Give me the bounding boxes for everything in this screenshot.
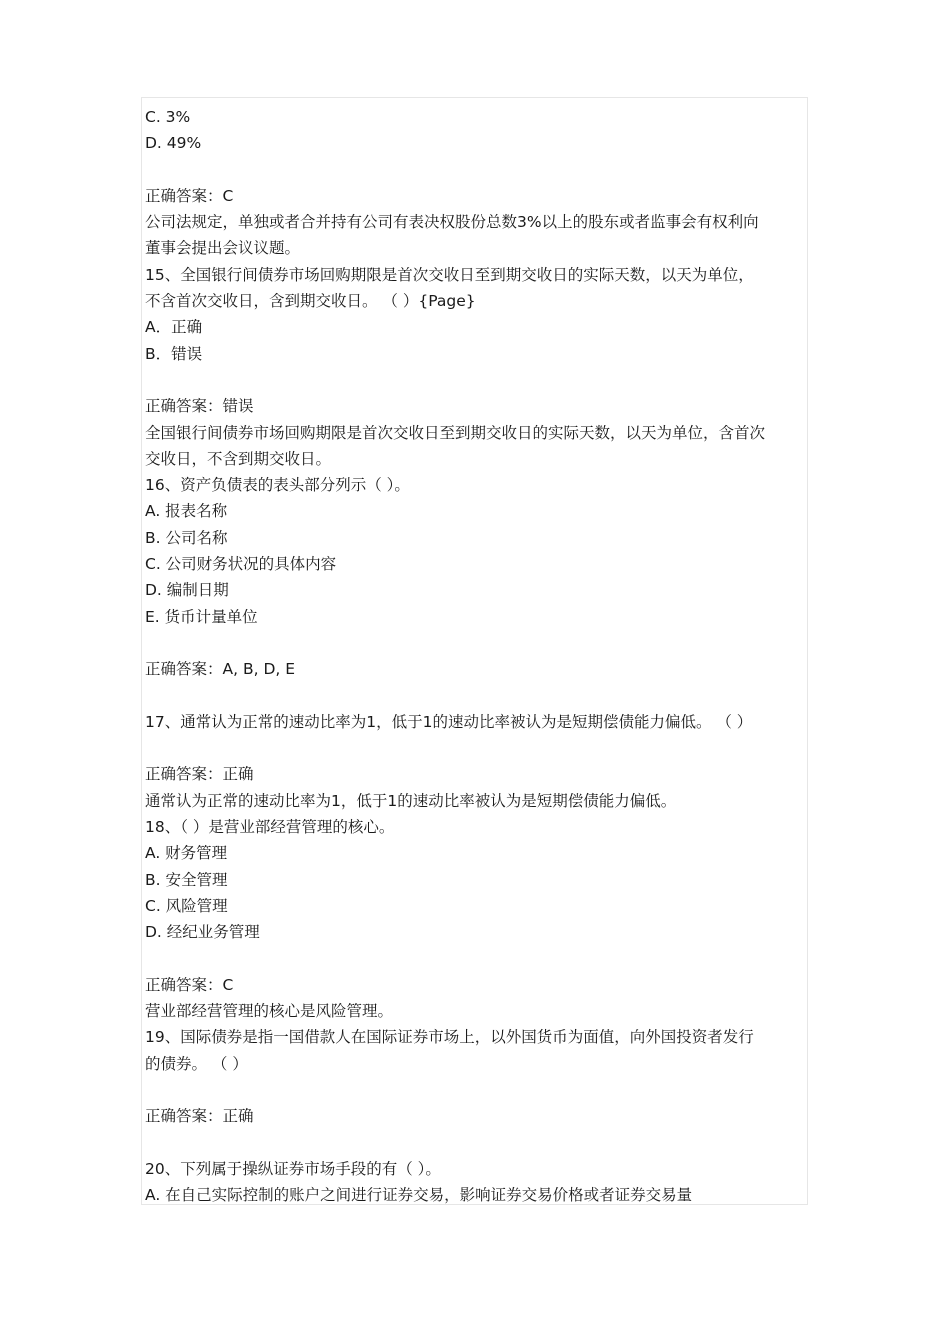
blank-line bbox=[145, 735, 809, 761]
blank-line bbox=[145, 157, 809, 183]
text-line: A. 在自己实际控制的账户之间进行证券交易，影响证券交易价格或者证券交易量 bbox=[145, 1186, 693, 1205]
text-line: 正确答案：C bbox=[145, 186, 234, 205]
text-line: D. 编制日期 bbox=[145, 581, 229, 600]
text-line: 正确答案：正确 bbox=[145, 765, 254, 784]
text-line: 通常认为正常的速动比率为1，低于1的速动比率被认为是短期偿债能力偏低。 bbox=[145, 791, 677, 810]
text-line: E. 货币计量单位 bbox=[145, 607, 258, 626]
blank-line bbox=[145, 1130, 809, 1156]
text-line: B．错误 bbox=[145, 344, 203, 363]
text-line: C. 3% bbox=[145, 108, 191, 126]
text-line: 正确答案：正确 bbox=[145, 1107, 254, 1126]
blank-line bbox=[145, 367, 809, 393]
text-line: 不含首次交收日，含到期交收日。 （ ）{Page} bbox=[145, 292, 476, 311]
text-line: 19、国际债券是指一国借款人在国际证券市场上，以外国货币为面值，向外国投资者发行 bbox=[145, 1028, 754, 1047]
blank-line bbox=[145, 630, 809, 656]
document-text bbox=[145, 104, 809, 1208]
text-line: C. 风险管理 bbox=[145, 896, 228, 915]
text-line: 全国银行间债券市场回购期限是首次交收日至到期交收日的实际天数，以天为单位，含首次 bbox=[145, 423, 766, 442]
text-line: 17、通常认为正常的速动比率为1，低于1的速动比率被认为是短期偿债能力偏低。 （ ） bbox=[145, 712, 753, 731]
text-line: D. 49% bbox=[145, 134, 202, 153]
text-line: B. 安全管理 bbox=[145, 870, 228, 889]
blank-line bbox=[145, 683, 809, 709]
text-line: 董事会提出会议议题。 bbox=[145, 239, 301, 258]
text-line: C. 公司财务状况的具体内容 bbox=[145, 555, 337, 574]
text-line: B. 公司名称 bbox=[145, 528, 228, 547]
blank-line bbox=[145, 946, 809, 972]
text-line: 15、全国银行间债券市场回购期限是首次交收日至到期交收日的实际天数，以天为单位， bbox=[145, 265, 754, 284]
text-line: 18、（ ）是营业部经营管理的核心。 bbox=[145, 818, 395, 837]
text-line: 交收日，不含到期交收日。 bbox=[145, 449, 332, 468]
text-line: 公司法规定，单独或者合并持有公司有表决权股份总数3%以上的股东或者监事会有权利向 bbox=[145, 213, 759, 232]
text-line: 20、下列属于操纵证券市场手段的有（ ）。 bbox=[145, 1159, 441, 1178]
text-line: 的债券。 （ ） bbox=[145, 1054, 248, 1073]
text-line: A．正确 bbox=[145, 318, 203, 337]
text-line: A. 财务管理 bbox=[145, 844, 228, 863]
text-line: D. 经纪业务管理 bbox=[145, 923, 260, 942]
text-line: 正确答案：A, B, D, E bbox=[145, 660, 296, 679]
text-line: 营业部经营管理的核心是风险管理。 bbox=[145, 1002, 394, 1021]
blank-line bbox=[145, 1077, 809, 1103]
text-line: A. 报表名称 bbox=[145, 502, 228, 521]
text-line: 正确答案：错误 bbox=[145, 397, 254, 416]
text-line: 16、资产负债表的表头部分列示（ ）。 bbox=[145, 476, 410, 495]
text-line: 正确答案：C bbox=[145, 975, 234, 994]
